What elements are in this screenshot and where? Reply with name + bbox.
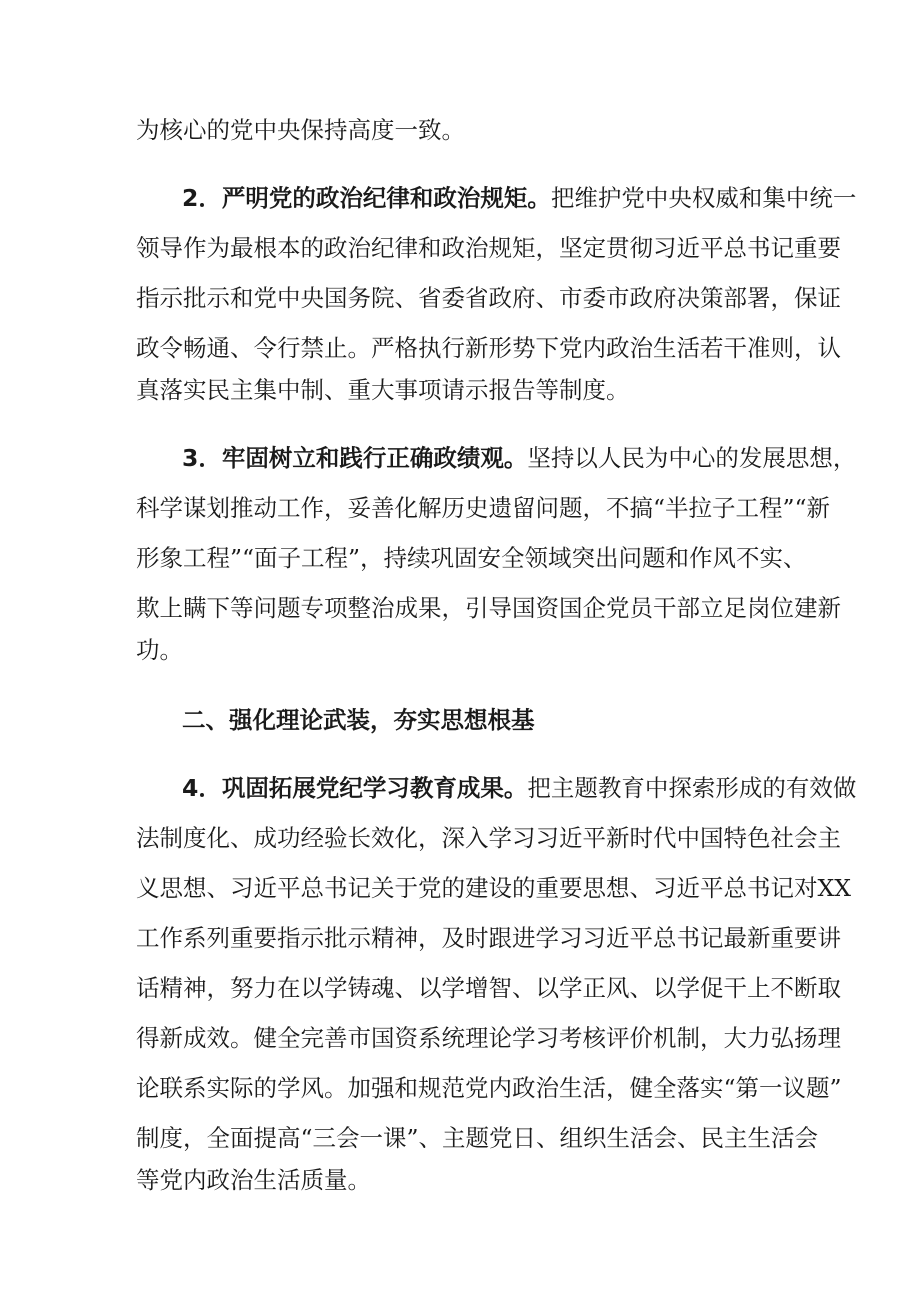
- paragraph-line: 欺上瞒下等问题专项整治成果，引导国资国企党员干部立足岗位建新: [136, 594, 841, 622]
- paragraph-line: 功。: [136, 636, 183, 664]
- paragraph-line: 制度，全面提高“三会一课”、主题党日、组织生活会、民主生活会: [136, 1124, 819, 1152]
- paragraph-line: 为核心的党中央保持高度一致。: [136, 116, 465, 144]
- paragraph-line: 形象工程”“面子工程”，持续巩固安全领域突出问题和作风不实、: [136, 544, 807, 572]
- paragraph-text: 把维护党中央权威和集中统一: [550, 184, 857, 212]
- paragraph-lead: 4．巩固拓展党纪学习教育成果。: [182, 774, 528, 802]
- paragraph-line: 政令畅通、令行禁止。严格执行新形势下党内政治生活若干准则，认: [136, 334, 841, 362]
- paragraph-line: 领导作为最根本的政治纪律和政治规矩，坚定贯彻习近平总书记重要: [136, 234, 841, 262]
- section-heading: 二、强化理论武装，夯实思想根基: [182, 706, 535, 734]
- paragraph-lead: 3．牢固树立和践行正确政绩观。: [182, 444, 528, 472]
- paragraph-line: 话精神，努力在以学铸魂、以学增智、以学正风、以学促干上不断取: [136, 974, 841, 1002]
- paragraph-line: 得新成效。健全完善市国资系统理论学习考核评价机制，大力弘扬理: [136, 1024, 841, 1052]
- paragraph-line: 真落实民主集中制、重大事项请示报告等制度。: [136, 376, 630, 404]
- paragraph-line: 工作系列重要指示批示精神，及时跟进学习习近平总书记最新重要讲: [136, 924, 841, 952]
- paragraph-line: 科学谋划推动工作，妥善化解历史遗留问题，不搞“半拉子工程”“新: [136, 494, 831, 522]
- paragraph-line: 等党内政治生活质量。: [136, 1166, 371, 1194]
- paragraph-line: 指示批示和党中央国务院、省委省政府、市委市政府决策部署，保证: [136, 284, 841, 312]
- paragraph-line: 法制度化、成功经验长效化，深入学习习近平新时代中国特色社会主: [136, 824, 841, 852]
- paragraph-first-line: [182, 442, 857, 474]
- paragraph-first-line: [182, 182, 857, 214]
- paragraph-lead: 2．严明党的政治纪律和政治规矩。: [182, 184, 551, 212]
- paragraph-first-line: [182, 772, 857, 804]
- paragraph-line: 论联系实际的学风。加强和规范党内政治生活，健全落实“第一议题”: [136, 1074, 842, 1102]
- paragraph-text: 坚持以人民为中心的发展思想，: [527, 444, 857, 472]
- paragraph-text: 把主题教育中探索形成的有效做: [527, 774, 857, 802]
- paragraph-line: 义思想、习近平总书记关于党的建设的重要思想、习近平总书记对XX: [136, 874, 851, 902]
